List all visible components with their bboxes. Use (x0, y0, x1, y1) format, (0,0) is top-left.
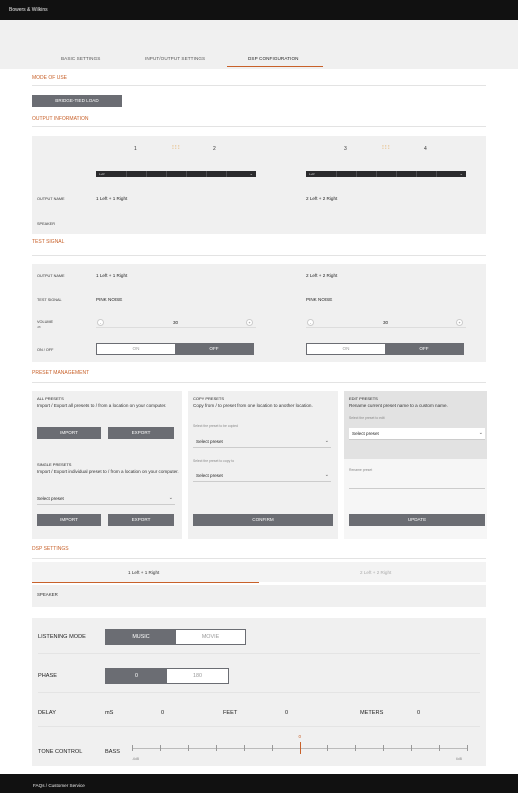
copy-to-label: Select the preset to copy to (193, 459, 235, 463)
all-presets-description: Import / Export all presets to / from a location on your computer. (37, 403, 167, 408)
chevron-down-icon: ⌄ (324, 438, 329, 444)
on-off-toggle (96, 343, 254, 355)
off-option[interactable]: OFF (385, 344, 463, 354)
all-presets-panel (32, 391, 182, 539)
copy-to-select[interactable] (193, 470, 331, 482)
select-value: Select preset (37, 496, 64, 501)
on-off-toggle (306, 343, 464, 355)
output-name-value: 2 Left + 2 Right (306, 196, 338, 201)
bass-max-label: 6dB (456, 757, 463, 761)
edit-preset-select[interactable] (349, 428, 485, 440)
divider (32, 382, 486, 383)
bridge-tied-load-button[interactable]: BRIDGE-TIED LOAD (32, 95, 122, 107)
edit-presets-header-area (344, 391, 487, 459)
phase-180-option[interactable]: 180 (193, 673, 202, 679)
all-presets-title: ALL PRESETS (37, 396, 64, 401)
dsp-speaker-label: SPEAKER (37, 592, 58, 597)
plus-button[interactable]: + (456, 319, 463, 326)
copy-presets-description: Copy from / to preset from one location to another location. (193, 403, 313, 408)
link-icon[interactable]: ⁝⁝⁝ (382, 145, 391, 151)
divider (32, 85, 486, 86)
delay-feet-unit: FEET (223, 710, 238, 716)
select-value: Select preset (196, 473, 223, 478)
test-signal-heading: TEST SIGNAL (32, 239, 65, 245)
channel-select-value: L+R (309, 172, 315, 176)
chevron-down-icon: ⌄ (324, 472, 329, 478)
test-signal-panel (32, 264, 486, 362)
delay-ms-input[interactable]: 0 (161, 710, 165, 716)
listening-mode-label: LISTENING MODE (38, 634, 86, 640)
single-preset-select[interactable] (37, 493, 175, 505)
channel-select[interactable] (96, 171, 256, 177)
channel-number: 3 (344, 146, 347, 152)
header-band (0, 20, 518, 48)
delay-meters-input[interactable]: 0 (417, 710, 421, 716)
bass-slider-tick (439, 745, 440, 751)
output-name-label: OUTPUT NAME (37, 197, 65, 201)
tab-dsp-configuration[interactable]: DSP CONFIGURATION (248, 56, 299, 61)
output-name-value: 2 Left + 2 Right (306, 273, 338, 278)
chevron-down-icon: ⌄ (249, 171, 253, 176)
update-button[interactable]: UPDATE (349, 514, 485, 526)
volume-value[interactable]: 30 (173, 320, 179, 325)
speaker-label: SPEAKER (37, 222, 55, 226)
tab-output-1[interactable]: 1 Left + 1 Right (128, 570, 160, 575)
active-tab-indicator (227, 66, 323, 67)
divider (32, 255, 486, 256)
copy-from-select[interactable] (193, 436, 331, 448)
bass-value: 0 (298, 734, 302, 739)
on-off-label: ON / OFF (37, 348, 54, 352)
footer (0, 774, 518, 793)
channel-select[interactable] (306, 171, 466, 177)
faq-link[interactable]: FAQs / Customer Service (33, 783, 85, 788)
listening-mode-toggle (105, 629, 246, 645)
active-output-tab-indicator (32, 582, 259, 583)
phase-toggle (105, 668, 229, 684)
volume-unit: dB (37, 325, 41, 329)
movie-option[interactable]: MOVIE (201, 634, 220, 640)
divider (32, 558, 486, 559)
select-value: Select preset (196, 439, 223, 444)
bass-slider-tick (411, 745, 412, 751)
edit-select-label: Select the preset to edit (349, 416, 385, 420)
output-name-value: 1 Left + 1 Right (96, 273, 128, 278)
volume-value[interactable]: 30 (383, 320, 389, 325)
brand-logo[interactable]: Bowers & Wilkins (9, 7, 48, 13)
edit-presets-description: Rename current preset name to a custom name. (349, 403, 448, 408)
edit-presets-title: EDIT PRESETS (349, 396, 378, 401)
volume-stepper (306, 318, 466, 328)
dsp-controls-panel (32, 618, 486, 766)
bass-slider-tick (132, 745, 133, 751)
output-name-label: OUTPUT NAME (37, 274, 65, 278)
volume-stepper (96, 318, 256, 328)
chevron-down-icon: ⌄ (168, 495, 173, 501)
bass-label: BASS (105, 749, 120, 755)
on-option[interactable]: ON (132, 346, 140, 351)
phase-0-option[interactable]: 0 (106, 669, 167, 683)
tone-control-label: TONE CONTROL (38, 749, 83, 755)
tab-basic-settings[interactable]: BASIC SETTINGS (61, 56, 101, 61)
bass-slider-tick (355, 745, 356, 751)
preset-management-heading: PRESET MANAGEMENT (32, 370, 90, 376)
bass-min-label: -6dB (132, 757, 140, 761)
music-option[interactable]: MUSIC (106, 630, 176, 644)
output-information-heading: OUTPUT INFORMATION (32, 116, 89, 122)
minus-button[interactable]: - (307, 319, 314, 326)
output-name-value: 1 Left + 1 Right (96, 196, 128, 201)
bass-slider-tick (160, 745, 161, 751)
rename-preset-label: Rename preset (349, 468, 373, 472)
mode-of-use-heading: MODE OF USE (32, 75, 68, 81)
channel-select-value: L+R (99, 172, 105, 176)
bass-slider-tick (216, 745, 217, 751)
on-option[interactable]: ON (342, 346, 350, 351)
export-single-button[interactable]: EXPORT (108, 514, 174, 526)
dsp-settings-heading: DSP SETTINGS (32, 546, 69, 552)
import-single-button[interactable]: IMPORT (37, 514, 101, 526)
channel-number: 2 (213, 146, 216, 152)
link-icon[interactable]: ⁝⁝⁝ (172, 145, 181, 151)
chevron-down-icon: ⌄ (478, 430, 483, 436)
test-signal-label: TEST SIGNAL (37, 298, 62, 302)
channel-number: 1 (134, 146, 137, 152)
divider (32, 126, 486, 127)
bass-slider-tick (272, 745, 273, 751)
copy-from-label: Select the preset to be copied (193, 424, 238, 428)
bass-slider-tick (244, 745, 245, 751)
bass-slider-tick (383, 745, 384, 751)
phase-label: PHASE (38, 673, 57, 679)
chevron-down-icon: ⌄ (459, 171, 463, 176)
bass-slider-tick (467, 745, 468, 751)
volume-label: VOLUME (37, 320, 54, 324)
off-option[interactable]: OFF (175, 344, 253, 354)
minus-button[interactable]: - (97, 319, 104, 326)
bass-slider-tick (327, 745, 328, 751)
delay-feet-input[interactable]: 0 (285, 710, 289, 716)
copy-presets-panel (188, 391, 338, 539)
plus-button[interactable]: + (246, 319, 253, 326)
output-information-panel (32, 136, 486, 234)
copy-presets-title: COPY PRESETS (193, 396, 225, 401)
tab-output-2[interactable]: 2 Left + 2 Right (360, 570, 392, 575)
rename-preset-input[interactable] (349, 477, 485, 489)
select-value: Select preset (352, 431, 379, 436)
dsp-speaker-panel (32, 585, 486, 607)
import-all-button[interactable]: IMPORT (37, 427, 101, 439)
delay-ms-unit: mS (105, 710, 114, 716)
test-signal-value[interactable]: PINK NOISE (96, 297, 123, 302)
delay-label: DELAY (38, 710, 56, 716)
bass-slider-tick (188, 745, 189, 751)
channel-number: 4 (424, 146, 427, 152)
dsp-output-tabs (32, 562, 486, 582)
edit-presets-panel (344, 391, 487, 539)
bass-slider[interactable] (132, 734, 467, 754)
test-signal-value[interactable]: PINK NOISE (306, 297, 333, 302)
single-presets-title: SINGLE PRESETS (37, 462, 72, 467)
single-presets-description: Import / Export individual preset to / from a location on your computer. (37, 469, 179, 474)
confirm-button[interactable]: CONFIRM (193, 514, 333, 526)
export-all-button[interactable]: EXPORT (108, 427, 174, 439)
delay-meters-unit: METERS (360, 710, 384, 716)
top-bar (0, 0, 518, 20)
bass-slider-thumb[interactable] (300, 742, 301, 754)
tab-input-output-settings[interactable]: INPUT/OUTPUT SETTINGS (145, 56, 206, 61)
